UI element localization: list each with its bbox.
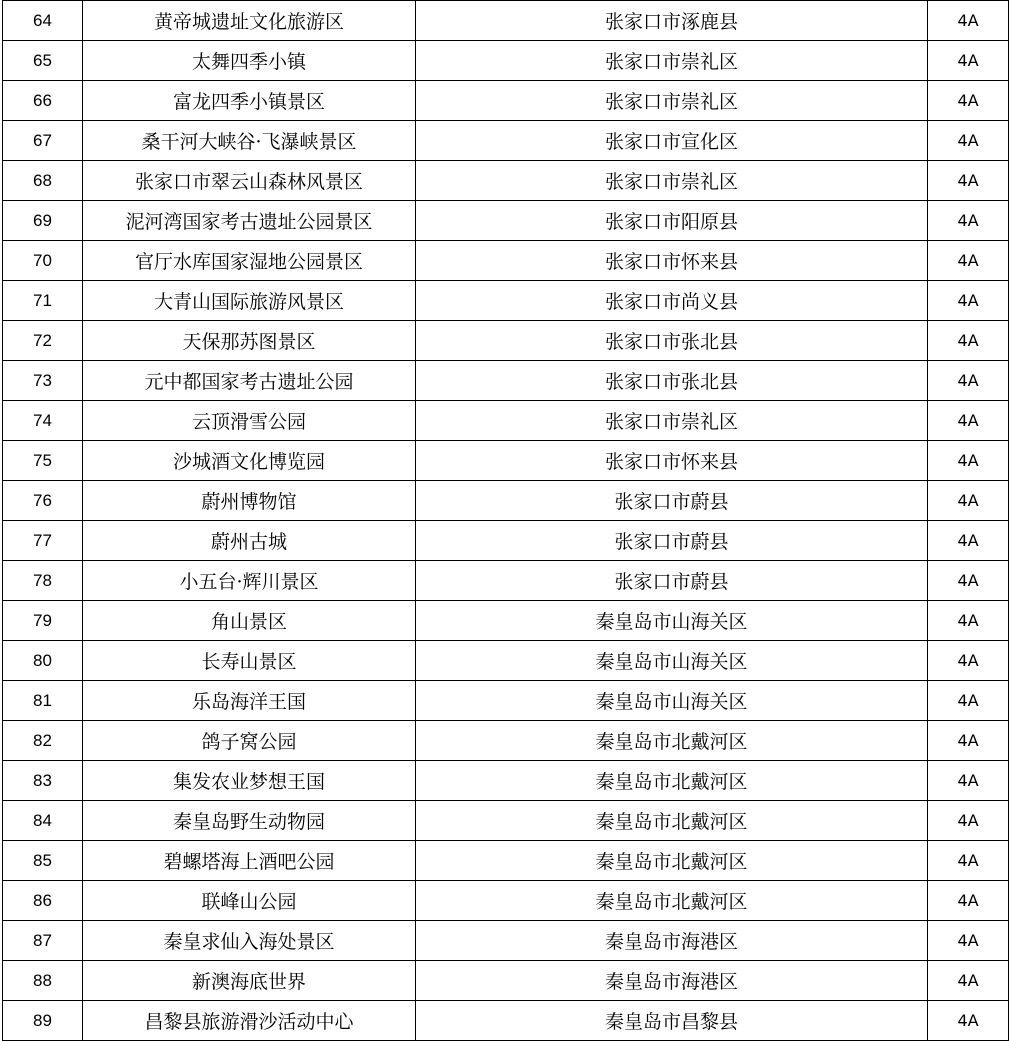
scenic-name-cell: 蔚州博物馆: [83, 481, 416, 521]
grade-cell: 4A: [928, 81, 1009, 121]
grade-cell: 4A: [928, 1001, 1009, 1041]
row-number-cell: 82: [3, 721, 83, 761]
scenic-name-cell: 蔚州古城: [83, 521, 416, 561]
scenic-name-cell: 沙城酒文化博览园: [83, 441, 416, 481]
scenic-name-cell: 云顶滑雪公园: [83, 401, 416, 441]
location-cell: 秦皇岛市北戴河区: [416, 881, 928, 921]
grade-cell: 4A: [928, 401, 1009, 441]
row-number-cell: 87: [3, 921, 83, 961]
scenic-name-cell: 鸽子窝公园: [83, 721, 416, 761]
row-number-cell: 89: [3, 1001, 83, 1041]
location-cell: 张家口市张北县: [416, 361, 928, 401]
scenic-name-cell: 桑干河大峡谷·飞瀑峡景区: [83, 121, 416, 161]
location-cell: 张家口市蔚县: [416, 481, 928, 521]
row-number-cell: 76: [3, 481, 83, 521]
location-cell: 张家口市崇礼区: [416, 401, 928, 441]
location-cell: 张家口市崇礼区: [416, 41, 928, 81]
row-number-cell: 72: [3, 321, 83, 361]
scenic-name-cell: 新澳海底世界: [83, 961, 416, 1001]
table-row: [3, 41, 1009, 81]
row-number-cell: 65: [3, 41, 83, 81]
location-cell: 秦皇岛市山海关区: [416, 681, 928, 721]
row-number-cell: 74: [3, 401, 83, 441]
table-row: [3, 401, 1009, 441]
location-cell: 秦皇岛市海港区: [416, 961, 928, 1001]
scenic-spots-table: [2, 0, 1009, 1041]
row-number-cell: 70: [3, 241, 83, 281]
grade-cell: 4A: [928, 521, 1009, 561]
location-cell: 张家口市崇礼区: [416, 161, 928, 201]
scenic-name-cell: 黄帝城遗址文化旅游区: [83, 1, 416, 41]
location-cell: 张家口市宣化区: [416, 121, 928, 161]
scenic-name-cell: 太舞四季小镇: [83, 41, 416, 81]
location-cell: 秦皇岛市山海关区: [416, 601, 928, 641]
grade-cell: 4A: [928, 881, 1009, 921]
location-cell: 张家口市蔚县: [416, 521, 928, 561]
scenic-name-cell: 小五台·辉川景区: [83, 561, 416, 601]
table-row: [3, 761, 1009, 801]
table-row: [3, 281, 1009, 321]
table-row: [3, 241, 1009, 281]
location-cell: 张家口市蔚县: [416, 561, 928, 601]
table-row: [3, 161, 1009, 201]
row-number-cell: 81: [3, 681, 83, 721]
row-number-cell: 79: [3, 601, 83, 641]
scenic-name-cell: 乐岛海洋王国: [83, 681, 416, 721]
location-cell: 秦皇岛市昌黎县: [416, 1001, 928, 1041]
grade-cell: 4A: [928, 121, 1009, 161]
grade-cell: 4A: [928, 641, 1009, 681]
scenic-name-cell: 长寿山景区: [83, 641, 416, 681]
row-number-cell: 69: [3, 201, 83, 241]
row-number-cell: 84: [3, 801, 83, 841]
row-number-cell: 80: [3, 641, 83, 681]
table-row: [3, 81, 1009, 121]
location-cell: 秦皇岛市北戴河区: [416, 721, 928, 761]
table-row: [3, 201, 1009, 241]
table-body: [3, 1, 1009, 1041]
table-row: [3, 721, 1009, 761]
row-number-cell: 66: [3, 81, 83, 121]
grade-cell: 4A: [928, 561, 1009, 601]
scenic-name-cell: 大青山国际旅游风景区: [83, 281, 416, 321]
table-row: [3, 521, 1009, 561]
scenic-name-cell: 富龙四季小镇景区: [83, 81, 416, 121]
grade-cell: 4A: [928, 961, 1009, 1001]
scenic-name-cell: 秦皇求仙入海处景区: [83, 921, 416, 961]
row-number-cell: 68: [3, 161, 83, 201]
row-number-cell: 88: [3, 961, 83, 1001]
table-row: [3, 841, 1009, 881]
scenic-name-cell: 张家口市翠云山森林风景区: [83, 161, 416, 201]
location-cell: 张家口市崇礼区: [416, 81, 928, 121]
table-row: [3, 1, 1009, 41]
table-row: [3, 641, 1009, 681]
grade-cell: 4A: [928, 681, 1009, 721]
row-number-cell: 67: [3, 121, 83, 161]
scenic-name-cell: 天保那苏图景区: [83, 321, 416, 361]
grade-cell: 4A: [928, 281, 1009, 321]
row-number-cell: 83: [3, 761, 83, 801]
row-number-cell: 64: [3, 1, 83, 41]
grade-cell: 4A: [928, 601, 1009, 641]
grade-cell: 4A: [928, 921, 1009, 961]
location-cell: 张家口市张北县: [416, 321, 928, 361]
row-number-cell: 85: [3, 841, 83, 881]
row-number-cell: 75: [3, 441, 83, 481]
row-number-cell: 86: [3, 881, 83, 921]
row-number-cell: 71: [3, 281, 83, 321]
scenic-name-cell: 元中都国家考古遗址公园: [83, 361, 416, 401]
table-row: [3, 881, 1009, 921]
grade-cell: 4A: [928, 761, 1009, 801]
scenic-name-cell: 泥河湾国家考古遗址公园景区: [83, 201, 416, 241]
location-cell: 秦皇岛市海港区: [416, 921, 928, 961]
location-cell: 张家口市怀来县: [416, 441, 928, 481]
row-number-cell: 73: [3, 361, 83, 401]
table-row: [3, 801, 1009, 841]
location-cell: 张家口市怀来县: [416, 241, 928, 281]
table-row: [3, 921, 1009, 961]
scenic-name-cell: 联峰山公园: [83, 881, 416, 921]
location-cell: 秦皇岛市北戴河区: [416, 801, 928, 841]
table-row: [3, 441, 1009, 481]
location-cell: 秦皇岛市北戴河区: [416, 841, 928, 881]
grade-cell: 4A: [928, 161, 1009, 201]
table-row: [3, 961, 1009, 1001]
grade-cell: 4A: [928, 481, 1009, 521]
grade-cell: 4A: [928, 801, 1009, 841]
grade-cell: 4A: [928, 41, 1009, 81]
location-cell: 秦皇岛市山海关区: [416, 641, 928, 681]
grade-cell: 4A: [928, 441, 1009, 481]
grade-cell: 4A: [928, 841, 1009, 881]
row-number-cell: 77: [3, 521, 83, 561]
scenic-name-cell: 集发农业梦想王国: [83, 761, 416, 801]
location-cell: 张家口市阳原县: [416, 201, 928, 241]
grade-cell: 4A: [928, 241, 1009, 281]
scenic-name-cell: 角山景区: [83, 601, 416, 641]
table-row: [3, 561, 1009, 601]
location-cell: 张家口市涿鹿县: [416, 1, 928, 41]
table-row: [3, 1001, 1009, 1041]
table-row: [3, 681, 1009, 721]
table-row: [3, 361, 1009, 401]
table-row: [3, 601, 1009, 641]
grade-cell: 4A: [928, 201, 1009, 241]
grade-cell: 4A: [928, 321, 1009, 361]
scenic-name-cell: 昌黎县旅游滑沙活动中心: [83, 1001, 416, 1041]
location-cell: 张家口市尚义县: [416, 281, 928, 321]
grade-cell: 4A: [928, 361, 1009, 401]
scenic-name-cell: 官厅水库国家湿地公园景区: [83, 241, 416, 281]
table-row: [3, 481, 1009, 521]
table-row: [3, 321, 1009, 361]
table-row: [3, 121, 1009, 161]
location-cell: 秦皇岛市北戴河区: [416, 761, 928, 801]
scenic-name-cell: 秦皇岛野生动物园: [83, 801, 416, 841]
grade-cell: 4A: [928, 1, 1009, 41]
row-number-cell: 78: [3, 561, 83, 601]
scenic-name-cell: 碧螺塔海上酒吧公园: [83, 841, 416, 881]
grade-cell: 4A: [928, 721, 1009, 761]
